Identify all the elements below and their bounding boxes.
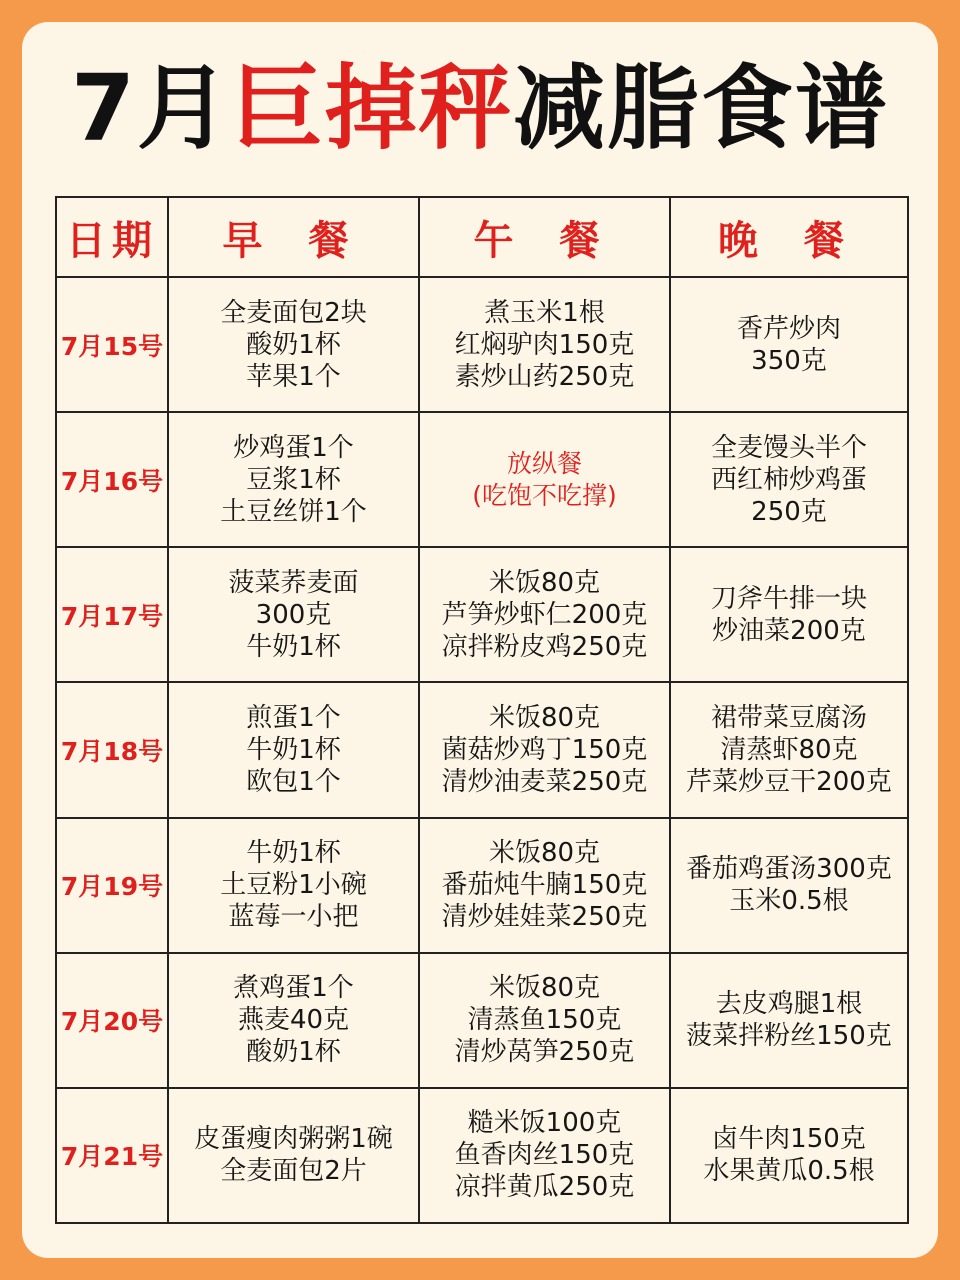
breakfast-cell	[168, 547, 419, 682]
page-title	[0, 54, 960, 164]
lunch-cell	[419, 1088, 670, 1223]
dinner-item: 炒油菜200克	[712, 615, 866, 646]
dinner-cell	[670, 277, 908, 412]
dinner-item: 水果黄瓜0.5根	[703, 1156, 875, 1187]
lunch-cell	[419, 818, 670, 953]
dinner-item: 番茄鸡蛋汤300克	[686, 854, 892, 885]
lunch-item: 素炒山药250克	[454, 361, 635, 392]
title-rest: 减脂食谱	[513, 55, 890, 162]
dinner-cell	[670, 547, 908, 682]
lunch-item: 糙米饭100克	[467, 1108, 622, 1139]
dinner-item: 菠菜拌粉丝150克	[686, 1021, 892, 1052]
dinner-item: 玉米0.5根	[729, 886, 849, 917]
breakfast-item: 燕麦40克	[237, 1005, 350, 1036]
table-row	[56, 1088, 908, 1223]
lunch-cell	[419, 547, 670, 682]
table-row	[56, 682, 908, 817]
breakfast-item: 酸奶1杯	[246, 329, 341, 360]
breakfast-item: 牛奶1杯	[246, 631, 341, 662]
date-cell: 7月17号	[56, 547, 168, 682]
dinner-item: 250克	[751, 496, 827, 527]
lunch-item: 清炒莴笋250克	[454, 1037, 635, 1068]
dinner-cell	[670, 818, 908, 953]
breakfast-cell	[168, 1088, 419, 1223]
dinner-item: 去皮鸡腿1根	[715, 989, 863, 1020]
table-row	[56, 277, 908, 412]
date-cell: 7月20号	[56, 953, 168, 1088]
lunch-item: 清炒油麦菜250克	[441, 767, 648, 797]
date-cell: 7月18号	[56, 682, 168, 817]
lunch-item: 煮玉米1根	[484, 297, 605, 328]
breakfast-item: 皮蛋瘦肉粥粥1碗	[194, 1124, 393, 1155]
breakfast-cell	[168, 818, 419, 953]
breakfast-item: 苹果1个	[246, 361, 341, 392]
lunch-item: 芦笋炒虾仁200克	[441, 599, 648, 630]
lunch-item: 米饭80克	[488, 973, 601, 1004]
lunch-cell	[419, 953, 670, 1088]
lunch-cell	[419, 277, 670, 412]
dinner-cell	[670, 1088, 908, 1223]
breakfast-item: 菠菜荞麦面	[228, 567, 359, 598]
meal-plan-table	[55, 196, 909, 1224]
dinner-item: 350克	[751, 345, 827, 376]
breakfast-cell	[168, 682, 419, 817]
breakfast-item: 蓝莓一小把	[228, 902, 359, 933]
date-cell: 7月16号	[56, 412, 168, 547]
dinner-item: 西红柿炒鸡蛋	[710, 464, 867, 495]
title-highlight: 巨掉秤	[230, 55, 513, 162]
lunch-item: 番茄炖牛腩150克	[441, 870, 648, 901]
breakfast-item: 牛奶1杯	[246, 735, 341, 765]
dinner-cell	[670, 953, 908, 1088]
lunch-item: 鱼香肉丝150克	[454, 1140, 635, 1171]
table-row	[56, 547, 908, 682]
date-cell: 7月15号	[56, 277, 168, 412]
dinner-cell	[670, 682, 908, 817]
breakfast-item: 欧包1个	[246, 767, 341, 797]
date-cell: 7月19号	[56, 818, 168, 953]
header-dinner: 晚 餐	[670, 197, 908, 277]
lunch-item: 凉拌粉皮鸡250克	[441, 631, 648, 662]
lunch-item: 放纵餐	[506, 448, 582, 478]
lunch-item: 红焖驴肉150克	[454, 329, 635, 360]
table-row	[56, 412, 908, 547]
lunch-cell	[419, 682, 670, 817]
dinner-item: 刀斧牛排一块	[710, 583, 867, 614]
lunch-item: 菌菇炒鸡丁150克	[441, 735, 648, 765]
breakfast-item: 牛奶1杯	[246, 838, 341, 869]
lunch-item: 米饭80克	[488, 567, 601, 598]
dinner-item: 芹菜炒豆干200克	[686, 767, 892, 797]
dinner-item: 裙带菜豆腐汤	[710, 703, 867, 733]
breakfast-item: 炒鸡蛋1个	[233, 432, 354, 463]
breakfast-item: 全麦面包2片	[220, 1156, 367, 1187]
dinner-item: 全麦馒头半个	[710, 432, 867, 463]
table-row	[56, 818, 908, 953]
lunch-item: 米饭80克	[488, 703, 601, 733]
breakfast-item: 豆浆1杯	[246, 464, 341, 495]
breakfast-cell	[168, 277, 419, 412]
breakfast-item: 煮鸡蛋1个	[233, 973, 354, 1004]
breakfast-item: 土豆丝饼1个	[220, 496, 367, 527]
breakfast-item: 煎蛋1个	[246, 703, 341, 733]
table-header-row	[56, 197, 908, 277]
lunch-cell	[419, 412, 670, 547]
breakfast-item: 土豆粉1小碗	[220, 870, 367, 901]
header-breakfast: 早 餐	[168, 197, 419, 277]
lunch-item: (吃饱不吃撑)	[472, 480, 617, 510]
header-lunch: 午 餐	[419, 197, 670, 277]
breakfast-cell	[168, 953, 419, 1088]
lunch-item: 凉拌黄瓜250克	[454, 1172, 635, 1203]
dinner-item: 卤牛肉150克	[712, 1124, 866, 1155]
title-month: 7月	[70, 55, 231, 162]
lunch-item: 米饭80克	[488, 838, 601, 869]
breakfast-item: 300克	[255, 599, 332, 630]
header-date: 日期	[56, 197, 168, 277]
breakfast-item: 全麦面包2块	[220, 297, 367, 328]
table-row	[56, 953, 908, 1088]
date-cell: 7月21号	[56, 1088, 168, 1223]
dinner-item: 香芹炒肉	[736, 313, 841, 344]
breakfast-item: 酸奶1杯	[246, 1037, 341, 1068]
dinner-cell	[670, 412, 908, 547]
breakfast-cell	[168, 412, 419, 547]
dinner-item: 清蒸虾80克	[720, 735, 858, 765]
lunch-item: 清蒸鱼150克	[467, 1005, 622, 1036]
lunch-item: 清炒娃娃菜250克	[441, 902, 648, 933]
